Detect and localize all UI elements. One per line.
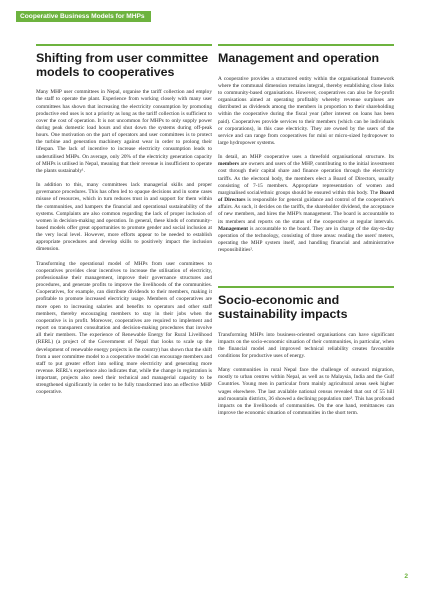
page-header <box>0 0 424 25</box>
bold-term-board: Board of Directors <box>218 189 394 204</box>
body-paragraph: Transforming MHPs into business-oriented organisations can have significant impacts on the socio-economic situation of their communities, in particular, when the financial model and improved technical reliability creates favourable conditions for productive uses of energy. <box>218 331 394 359</box>
text-run: is responsible for general guidance and control of the cooperative's affairs. As such, it decides on the tariffs, the shareholder dividend, the acceptance of new members, and hires the MHP's management. The board is accountable to its members and reports on the status of the cooperative at regular intervals. <box>218 197 394 225</box>
text-run: In detail, an MHP cooperative uses a threefold organisational structure. Its <box>218 154 394 161</box>
socio-economic-section <box>218 286 394 417</box>
body-paragraph: Many MHP user committees in Nepal, organise the tariff collection and employ the staff to operate the plant. Experience from working closely with many user committees has shown that increasing the electricity consumption by promoting productive end uses is not a priority as long as the tariff collection is sufficient to cover the cost of operation. It is not uncommon for MHPs to only supply power during peak domestic load hours and shut down the systems during off-peak hours. One motivation on the part of operators and user committees is to protect the turbine and generation machinery against wear in order to prolong their lifespan. The lack of incentive to increase electricity consumption leads to underutilised MHPs. On average, only 20% of the electricity generation capacity of MHPs is utilised in Nepal, meaning that their revenue is insufficient to operate the plants sustainably¹. <box>36 89 212 174</box>
body-paragraph: A cooperative provides a structured entity within the organisational framework where the communal dimension remains integral, thereby establishing close links to community-based organisations. However, cooperatives can also be for-profit organisations aimed at operating profitably whereby revenue surpluses are distributed as dividends among the members in proportion to their shareholding within the cooperative during the fiscal year (after interest on loans has been paid). Cooperatives provide services to their members (which can be individuals or corporations), in this case electricity. They are owned by the users of the service and can range from cooperatives for mini or micro-sized hydropower to large hydropower systems. <box>218 75 394 146</box>
section-heading-socio-economic: Socio-economic and sustainability impacts <box>218 293 348 321</box>
body-paragraph: Many communities in rural Nepal face the challenge of outward migration, mostly to urban centres within Nepal, as well as to Malaysia, India and the Gulf Countries. Young men in particular from mainly agricultural areas seek higher wages elsewhere. The last available national census revealed that out of 55 hill and mountain districts, 36 showed a declining population rate³. This has profound impacts on the livelihoods of communities. On the one hand, remittances can improve the economic situation of communities in the short term. <box>218 367 394 417</box>
section-rule <box>36 44 212 46</box>
bold-term-management: Management <box>218 225 248 232</box>
body-paragraph: In addition to this, many committees lack managerial skills and proper governance procedures. This has often led to opaque decisions and in some cases misuse of resources, which in turn reduces trust in and support for them within the communities, and hampers the financial and operational sustainability of the systems. Complaints are also common regarding the lack of proper inclusion of women in decision-making and operation. In general, these kinds of community-based models offer great opportunities to promote gender and social inclusion at the very local level. However, more efforts appear to be needed to establish appropriate procedures and develop skills to positively impact the inclusion dimension. <box>36 182 212 253</box>
header-tag: Cooperative Business Models for MHPs <box>16 11 151 22</box>
body-paragraph-structure <box>218 154 394 254</box>
right-column <box>218 44 394 424</box>
section-heading-management: Management and operation <box>218 51 380 65</box>
body-paragraph: Transforming the operational model of MHPs from user committees to cooperatives provides clear incentives to increase the utilisation of electricity, professionalise their management, improve their governance structures and procedures, and generate profits to improve the livelihoods of the communities. Cooperatives, for example, can distribute dividends to their members, making it profitable to promote increased electricity usage. Members of cooperatives are more open to increasing salaries and benefits to operators and other staff members, thereby encouraging members to stay in their jobs when the cooperative is in profit. Moreover, cooperatives are required to implement and report on transparent consultation and decision-making procedures that involve all their members. The experience of Renewable Energy for Rural Livelihood (RERL) (a project of the Government of Nepal that looks to scale up the development of renewable energy projects in the country) has shown that the shift from a user committee model to a cooperative model can encourage members and staff to put greater effort into selling more electricity and generating more revenue. RERL's experience also indicates that, while the change in registration is important, projects also need their technical and managerial capacity to be strengthened significantly in order to be fully transformed into an effective MHP cooperative. <box>36 260 212 396</box>
text-run: are owners and users of the MHP, contributing to the initial investment cost through their capital share and finance operation through the electricity tariffs. As the electoral body, the members elect a Board of Directors, usually consisting of 7-15 members. Appropriate representation of women and marginalised social/ethnic groups should be ensured within this body. The <box>218 161 394 196</box>
section-rule <box>218 286 394 288</box>
text-run: is accountable to the board. They are in charge of the day-to-day operation of the technology, consisting of three areas: reading the users' meters, operating the MHP system itself, and handling financial and administrative responsibilities². <box>218 225 394 254</box>
left-column <box>36 44 212 404</box>
section-heading-shifting: Shifting from user committee models to cooperatives <box>36 51 209 79</box>
page-number: 2 <box>404 573 408 580</box>
section-rule <box>218 44 394 46</box>
bold-term-members: members <box>218 161 240 168</box>
